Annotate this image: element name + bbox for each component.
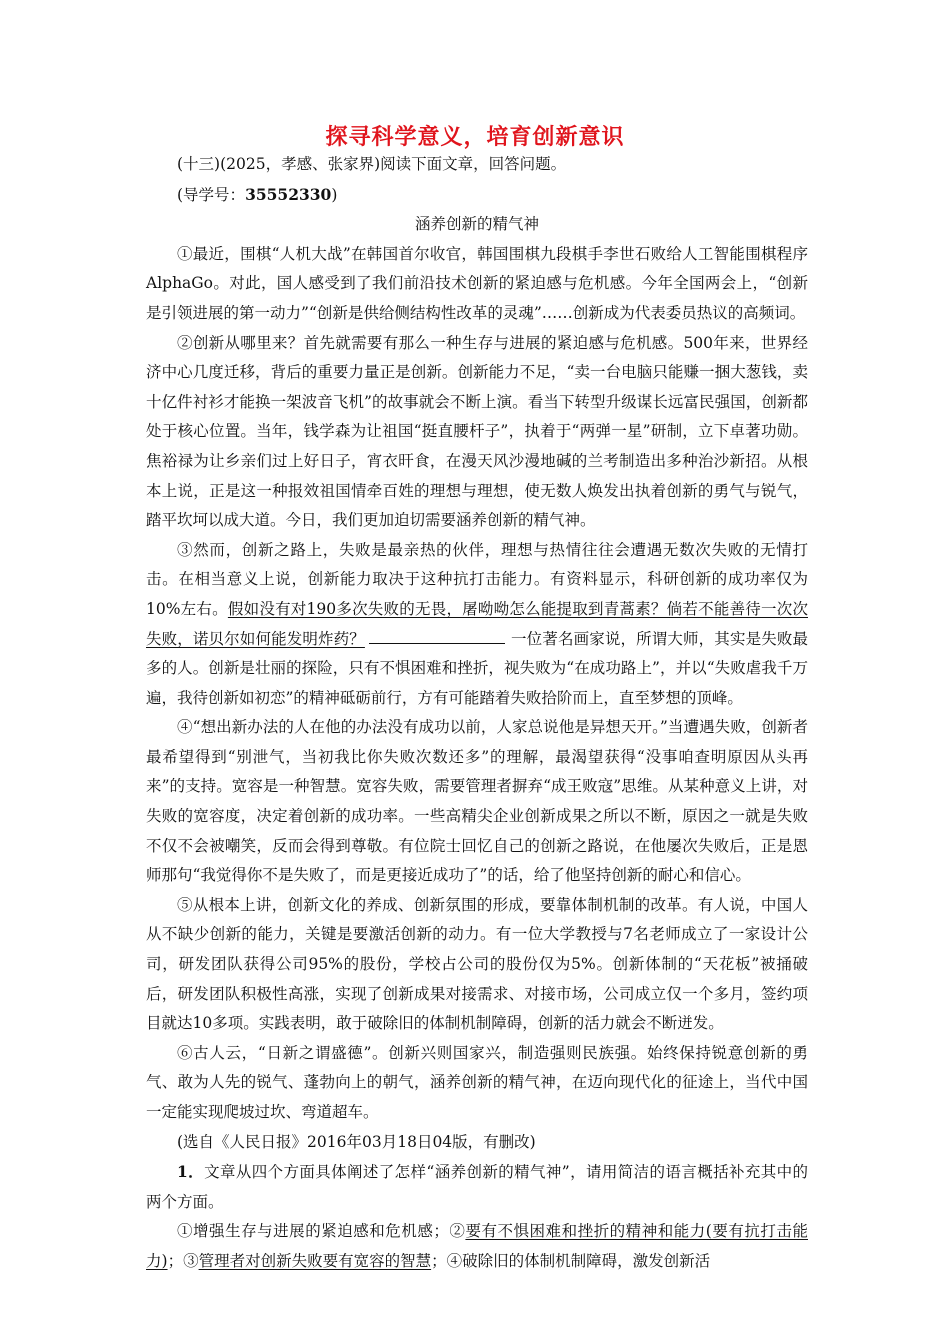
- question-text: 文章从四个方面具体阐述了怎样“涵养创新的精气神”，请用简洁的语言概括补充其中的两个方面。: [146, 1163, 808, 1211]
- paragraph-3-part-b: 一位著名画家说，所谓大师，其实是失败最多的人。创新是壮丽的探险，只有不惧困难和挫折，视失败为“在成功路上”，并以“失败虐我千万遍，我待创新如初恋”的精神砥砺前行，方有可能踏着失败拾阶而上，直至梦想的顶峰。: [146, 629, 808, 707]
- source-citation: (选自《人民日报》2016年03月18日04版，有删改): [177, 1132, 536, 1151]
- underlined-sentence: 假如没有对190多次失败的无畏，屠呦呦怎么能提取到青蒿素？倘若不能善待一次次失败，诺贝尔如何能发明炸药？: [146, 599, 808, 648]
- paragraph-2: ②创新从哪里来？首先就需要有那么一种生存与进展的紧迫感与危机感。500年来，世界经济中心几度迁移，背后的重要力量正是创新。创新能力不足，“卖一台电脑只能赚一捆大葱钱，卖十亿件衬衫才能换一架波音飞机”的故事就会不断上演。看当下转型升级谋长远富民强国，创新都处于核心位置。当年，钱学森为让祖国“挺直腰杆子”，执着于“两弹一星”研制，立下卓著功勋。焦裕禄为让乡亲们过上好日子，宵衣旰食，在漫天风沙漫地碱的兰考制造出多种治沙新招。从根本上说，正是这一种报效祖国情牵百姓的理想与理想，使无数人焕发出执着创新的勇气与锐气，踏平坎坷以成大道。今日，我们更加迫切需要涵养创新的精气神。: [146, 333, 808, 530]
- question-number: 1．: [177, 1162, 205, 1182]
- guide-label: (导学号：: [177, 185, 246, 204]
- intro-line: (十三)(2025，孝感、张家界)阅读下面文章，回答问题。: [177, 155, 567, 173]
- answer-blank: [369, 625, 505, 644]
- answer-underlined-2: 管理者对创新失败要有宽容的智慧: [198, 1251, 432, 1270]
- page-title: 探寻科学意义，培育创新意识: [325, 125, 625, 150]
- guide-number-line: [146, 180, 808, 211]
- answer-underlined-1: 要有不惧困难和挫折的精神和能力(要有抗打击能力): [146, 1222, 808, 1270]
- paragraph-3: [146, 536, 808, 714]
- question-1: [146, 1157, 808, 1217]
- article-body: [146, 150, 808, 1277]
- answer-1: [146, 1217, 808, 1276]
- answer-part-a: ①增强生存与进展的紧迫感和危机感；②: [177, 1222, 466, 1241]
- article-title: 涵养创新的精气神: [414, 215, 539, 234]
- paragraph-4: ④“想出新办法的人在他的办法没有成功以前，人家总说他是异想天开。”当遭遇失败，创新者最希望得到“别泄气，当初我比你失败次数还多”的理解，最渴望获得“没事咱查明原因从头再来”的支持。宽容是一种智慧。宽容失败，需要管理者摒弃“成王败寇”思维。从某种意义上讲，对失败的宽容度，决定着创新的成功率。一些高精尖企业创新成果之所以不断，原因之一就是失败不仅不会被嘲笑，反而会得到尊敬。有位院士回忆自己的创新之路说，在他屡次失败后，正是恩师那句“我觉得你不是失败了，而是更接近成功了”的话，给了他坚持创新的耐心和信心。: [146, 718, 808, 885]
- guide-number: 35552330: [245, 184, 332, 204]
- paragraph-3-part-a: ③然而，创新之路上，失败是最亲热的伙伴，理想与热情往往会遭遇无数次失败的无情打击。在相当意义上说，创新能力取决于这种抗打击能力。有资料显示，科研创新的成功率仅为10%左右。: [146, 540, 808, 618]
- paragraph-1: ①最近，围棋“人机大战”在韩国首尔收官，韩国围棋九段棋手李世石败给人工智能围棋程序AlphaGo。对此，国人感受到了我们前沿技术创新的紧迫感与危机感。今年全国两会上，“创新是引领进展的第一动力”“创新是供给侧结构性改革的灵魂”……创新成为代表委员热议的高频词。: [146, 244, 808, 322]
- answer-part-b: ；③: [167, 1251, 199, 1270]
- paragraph-6: ⑥古人云，“日新之谓盛德”。创新兴则国家兴，制造强则民族强。始终保持锐意创新的勇气、敢为人先的锐气、蓬勃向上的朝气，涵养创新的精气神，在迈向现代化的征途上，当代中国一定能实现爬坡过坎、弯道超车。: [146, 1043, 808, 1121]
- answer-part-c: ；④破除旧的体制机制障碍，激发创新活: [431, 1251, 711, 1270]
- guide-end: ): [331, 185, 338, 204]
- paragraph-5: ⑤从根本上讲，创新文化的养成、创新氛围的形成，要靠体制机制的改革。有人说，中国人从不缺少创新的能力，关键是要激活创新的动力。有一位大学教授与7名老师成立了一家设计公司，研发团队获得公司95%的股份，学校占公司的股份仅为5%。创新体制的“天花板”被捅破后，研发团队积极性高涨，实现了创新成果对接需求、对接市场，公司成立仅一个多月，签约项目就达10多项。实践表明，敢于破除旧的体制机制障碍，创新的活力就会不断迸发。: [146, 895, 808, 1033]
